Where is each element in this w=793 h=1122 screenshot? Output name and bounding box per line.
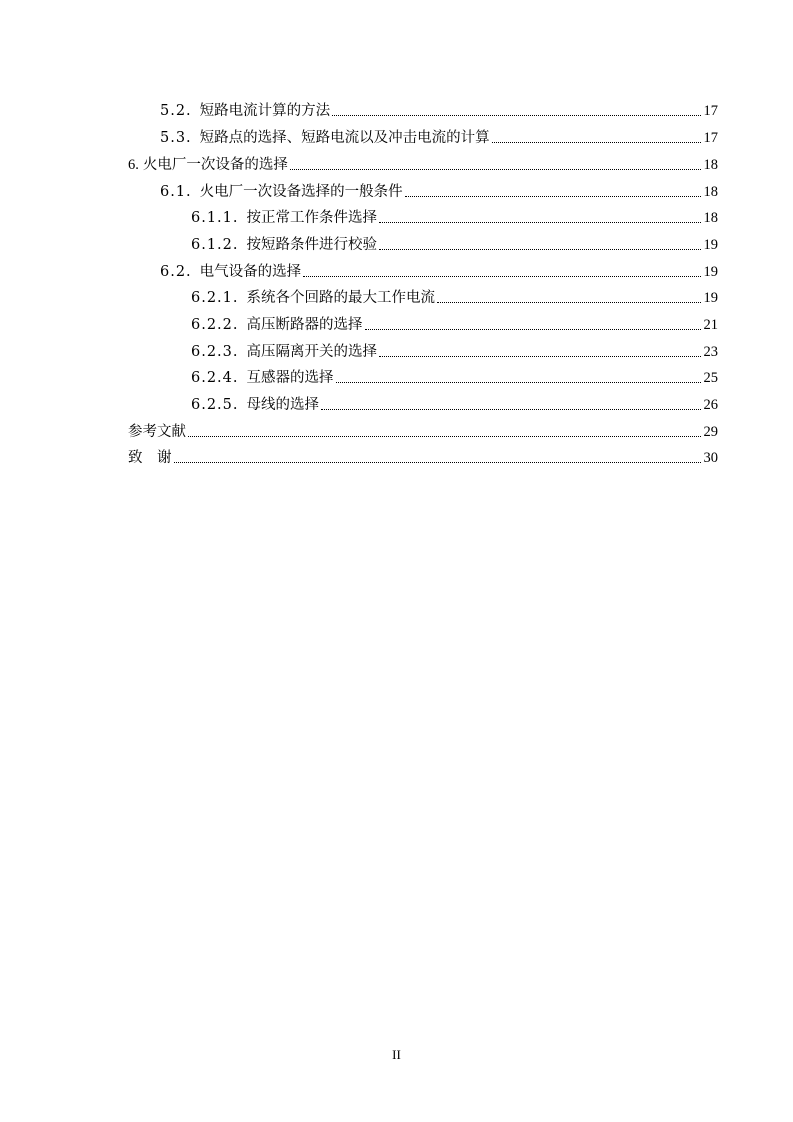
toc-leader: [332, 115, 701, 116]
toc-entry[interactable]: [128, 154, 718, 174]
toc-leader: [336, 382, 701, 383]
toc-title: 系统各个回路的最大工作电流: [246, 290, 436, 306]
toc-leader: [437, 302, 701, 303]
toc-page-number: 30: [703, 450, 718, 466]
toc-entry[interactable]: [191, 341, 718, 361]
toc-entry[interactable]: [191, 394, 718, 414]
toc-title: 高压隔离开关的选择: [246, 344, 378, 360]
toc-title: 短路电流计算的方法: [199, 103, 331, 119]
toc-number: 6.2.3.: [191, 344, 239, 360]
toc-title: 高压断路器的选择: [246, 317, 363, 333]
toc-page-number: 29: [703, 424, 718, 440]
toc-title: 火电厂一次设备选择的一般条件: [199, 184, 403, 200]
toc-page-number: 23: [703, 344, 718, 360]
toc-number: 5.2.: [160, 103, 192, 119]
toc-page-number: 19: [703, 264, 718, 280]
toc-entry[interactable]: [191, 314, 718, 334]
toc-leader: [379, 249, 701, 250]
toc-page-number: 19: [703, 290, 718, 306]
toc-title: 互感器的选择: [246, 370, 334, 386]
toc-page-number: 18: [703, 157, 718, 173]
toc-title: 短路点的选择、短路电流以及冲击电流的计算: [199, 130, 490, 146]
toc-page-number: 17: [703, 103, 718, 119]
toc-number: 6.2.2.: [191, 317, 239, 333]
toc-number: 5.3.: [160, 130, 192, 146]
toc-entry[interactable]: [191, 367, 718, 387]
toc-title: 致 谢: [128, 450, 172, 466]
toc-title: 按正常工作条件选择: [246, 210, 378, 226]
toc-leader: [379, 222, 701, 223]
toc-number: 6.: [128, 157, 139, 173]
toc-entry[interactable]: [128, 447, 718, 467]
toc-page-number: 19: [703, 237, 718, 253]
toc-entry[interactable]: [160, 261, 718, 281]
toc-number: 6.1.1.: [191, 210, 239, 226]
toc-leader: [379, 356, 701, 357]
toc-number: 6.1.: [160, 184, 192, 200]
toc-entry[interactable]: [160, 127, 718, 147]
toc-leader: [188, 436, 701, 437]
toc-page-number: 17: [703, 130, 718, 146]
toc-page-number: 18: [703, 210, 718, 226]
toc-title: 按短路条件进行校验: [246, 237, 378, 253]
toc-entry[interactable]: [191, 207, 718, 227]
toc-entry[interactable]: [191, 287, 718, 307]
toc-title: 母线的选择: [246, 397, 320, 413]
toc-page-number: 18: [703, 184, 718, 200]
toc-page-number: 21: [703, 317, 718, 333]
toc-leader: [365, 329, 701, 330]
toc-title: 火电厂一次设备的选择: [142, 157, 288, 173]
toc-entry[interactable]: [160, 100, 718, 120]
toc-number: 6.2.: [160, 264, 192, 280]
toc-leader: [321, 409, 701, 410]
toc-leader: [405, 196, 701, 197]
toc-leader: [290, 169, 701, 170]
toc-page-number: 26: [703, 397, 718, 413]
toc-page-number: 25: [703, 370, 718, 386]
toc-title: 电气设备的选择: [199, 264, 302, 280]
toc-entry[interactable]: [128, 421, 718, 441]
toc-leader: [492, 142, 701, 143]
toc-number: 6.1.2.: [191, 237, 239, 253]
toc-title: 参考文献: [128, 424, 186, 440]
toc-number: 6.2.5.: [191, 397, 239, 413]
toc-number: 6.2.1.: [191, 290, 239, 306]
toc-leader: [303, 276, 701, 277]
toc-number: 6.2.4.: [191, 370, 239, 386]
toc-entry[interactable]: [160, 181, 718, 201]
toc-leader: [174, 462, 702, 463]
toc-entry[interactable]: [191, 234, 718, 254]
footer-page-number: II: [392, 1047, 401, 1062]
